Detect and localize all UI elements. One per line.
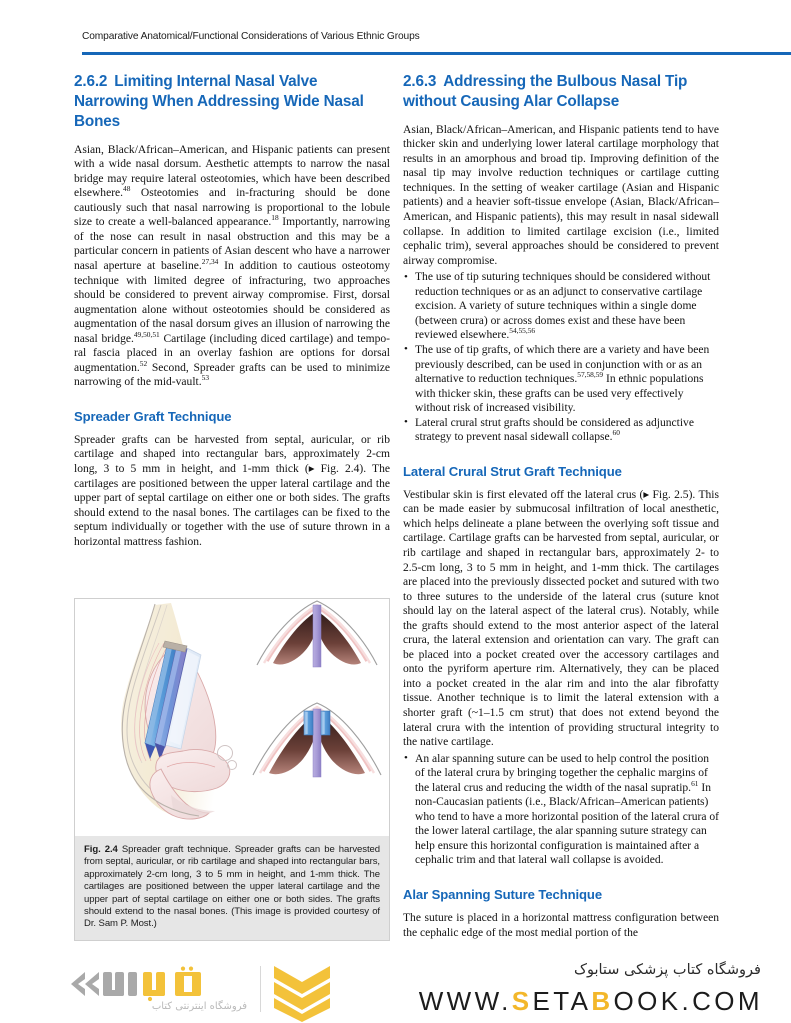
figure-2-4-illustration xyxy=(75,599,389,836)
site-name-fa: فروشگاه کتاب پزشکی ستابوک xyxy=(573,962,761,978)
figure-label: Fig. 2.4 xyxy=(84,844,118,855)
logo-divider xyxy=(260,966,261,1012)
ref-61: 61 xyxy=(691,778,699,788)
bullet-text: The use of tip grafts, of which there are a variety and have been previously described, can be used in conjunction with or as an alternative to reduction techniques. xyxy=(415,343,710,386)
section-heading-263 xyxy=(403,72,719,112)
paragraph-lateral-crural-strut: Vestibular skin is first elevated off the lateral crus (▸ Fig. 2.5). This can be made easier by submucosal infiltration of local anesthetic, which helps delineate a plane between the overlying soft tissue and cartilage. Cartilage grafts can be harvested from septal, auricular, or rib cartilage and shaped in rectangular bars, approximately 2- to 2.5-cm long, 3 to 5 mm in height, and 1-mm thick. The cartilages are placed into the previously dissected pocket and sutured with two to three sutures to the underside of the lateral crus (suture knot should lay on the lateral aspect of the lateral crus). Notably, while the grafts should extend to the most anterior aspect of the lateral crura, the lateral extension and orientation can vary. The graft can be placed into a pocket created over the accessory cartilages and onto the pyriform aperture rim. Alternatively, they can be placed into a pocket created in the alar rim and into the alar fibrofatty tissue. Another technique is to limit the lateral extension with a shorter graft (~1–1.5 cm strut) that does not extend beyond the lateral crura with the intention of providing structural integrity to the native cartilage. xyxy=(403,488,719,749)
bullet-text: The use of tip suturing techniques should be considered without reduction techniques or as an adjunct to conservative cartilage excision. A variety of suture techniques within a single dome (between crura) or across domes exist and these have been reviewed elsewhere. xyxy=(415,271,711,342)
subsection-heading-lateral-crural-strut: Lateral Crural Strut Graft Technique xyxy=(403,463,622,479)
header-rule xyxy=(82,52,791,55)
figure-2-4-caption xyxy=(75,836,389,940)
list-item xyxy=(403,270,719,343)
figure-caption-text: Spreader graft technique. Spreader grafts can be harvested from septal, auricular, or rib cartilage and shaped into rectangular bars, approximately 2-cm long, 3 to 5 mm in height, and 1-mm thick. The cartilages are positioned between the upper lateral cartilage and the upper part of septal cartilage on either one or both sides. The grafts should extend to the nasal bones. (This image is provided courtesy of Dr. Sam P. Most.) xyxy=(84,844,380,930)
setabook-wordmark-icon xyxy=(65,966,245,1002)
setabook-logo[interactable] xyxy=(60,962,360,1022)
section-title: Limiting Internal Nasal Valve Narrowing When Addressing Wide Nasal Bones xyxy=(74,73,364,130)
list-item xyxy=(403,416,719,445)
cross-section-bottom xyxy=(253,703,381,777)
section-number: 2.6.2 xyxy=(74,73,108,90)
lateral-nose-view xyxy=(121,603,236,819)
para-text: In addition to cautious osteotomy technique with limited degree of infracturing, two approaches should be considered to prevent airway compromise. First, dorsal augmentation alone without osteotomies should be considered as augmentation of the nasal dorsum gives an illusion of narrowing the nasal bridge. xyxy=(74,260,390,345)
bullet-text: An alar spanning suture can be used to help control the position of the lateral crura by bringing together the cephalic margins of the lateral crus and reducing the width of the nasal supratip. xyxy=(415,752,710,794)
paragraph-alar-spanning-suture: The suture is placed in a horizontal mattress configuration between the cephalic edge of the most medial portion of the xyxy=(403,912,719,939)
para-text: Osteotomies and in-fracturing should be done cautiously such that nasal narrowing is proportional to the lobule size to create a well-balanced appearance. xyxy=(74,187,390,229)
ref-52: 52 xyxy=(139,358,148,368)
para-text: Importantly, narrowing of the nose can result in nasal obstruction and this may be a particular concern in patients of Asian descent who have a narrower nasal aperture at baseline. xyxy=(74,216,390,272)
ref-18: 18 xyxy=(271,213,279,223)
ref-49-50-51: 49,50,51 xyxy=(133,329,160,339)
list-item xyxy=(403,343,719,416)
paragraph-262-intro xyxy=(74,143,390,390)
para-text: Cartilage (including diced cartilage) and temporal fascia placed in an overlay fashion are options for dorsal augmentation. xyxy=(74,332,390,374)
right-column xyxy=(403,72,719,940)
cross-section-top xyxy=(257,601,377,667)
section-heading-262 xyxy=(74,72,390,132)
setabook-chevron-icon xyxy=(272,964,332,1022)
subsection-heading-spreader-graft: Spreader Graft Technique xyxy=(74,408,232,424)
subsection-heading-alar-spanning-suture: Alar Spanning Suture Technique xyxy=(403,887,603,902)
running-head: Comparative Anatomical/Functional Considerations of Various Ethnic Groups xyxy=(82,31,420,42)
site-url[interactable] xyxy=(333,986,763,1017)
bullet-text-after: In non-Caucasian patients (i.e., Black/African–American patients) who tend to have a more horizontal position of the lateral crura of the lower lateral cartilage, the alar spanning suture strategy can help ensure this horizontal configuration is maintained after a cephalic trim and that lateral wall collapse is avoided. xyxy=(415,781,719,867)
url-prefix: WWW. xyxy=(418,986,512,1016)
section-title: Addressing the Bulbous Nasal Tip without Causing Alar Collapse xyxy=(403,73,688,110)
bullet-list-tip-techniques xyxy=(403,270,719,445)
list-item xyxy=(403,752,719,868)
paragraph-spreader-graft: Spreader grafts can be harvested from septal, auricular, or rib cartilage and shaped into rectangular bars, approximately 2-cm long, 3 to 5 mm in height, and 1-mm thick (▸ Fig. 2.4). The cartilages are positioned between the upper lateral cartilage and the upper part of septal cartilage on either one or both sides. The grafts should extend to the nasal bones. The cartilages can be fixed to the septum individually or together with the use of suture thrown in a horizontal mattress fashion. xyxy=(74,433,390,548)
bullet-list-alar-spanning xyxy=(403,752,719,868)
ref-53: 53 xyxy=(201,373,210,383)
bullet-text: Lateral crural strut grafts should be considered as adjunctive strategy to prevent nasal sidewall collapse. xyxy=(415,416,694,444)
url-mid: ETA xyxy=(532,986,592,1016)
url-highlight-s: S xyxy=(511,986,533,1016)
section-number: 2.6.3 xyxy=(403,73,437,90)
logo-subtitle-fa: فروشگاه اینترنتی کتاب xyxy=(151,1001,247,1012)
url-highlight-b: B xyxy=(591,986,614,1016)
ref-48: 48 xyxy=(123,184,131,194)
left-column xyxy=(74,72,390,549)
url-suffix: OOK.COM xyxy=(613,986,763,1016)
bullet-text-after: In ethnic populations with thicker skin, these grafts can be used very effectively without risk of increased visibility. xyxy=(415,373,704,415)
para-text: Second, Spreader grafts can be used to minimize narrowing of the mid-vault. xyxy=(74,361,390,389)
paragraph-263-intro: Asian, Black/African–American, and Hispanic patients tend to have thicker skin and underlying lower lateral cartilage morphology that results in an amorphous and broad tip. Improving definition of the nasal tip may involve reduction techniques or cartilage cutting techniques. In the setting of weaker cartilage (Asian and Hispanic patients) and a heavier soft-tissue envelope (Asian, Black/African–American, and Hispanic patients), this may result in nasal sidewall collapse. In addition to limited cartilage excision (i.e., limited cephalic trim), several approaches should be considered to prevent airway compromise. xyxy=(403,123,719,267)
ref-57-58-59: 57,58,59 xyxy=(577,370,604,380)
ref-54-55-56: 54,55,56 xyxy=(509,326,536,336)
ref-27-34: 27,34 xyxy=(201,257,219,267)
figure-2-4 xyxy=(74,598,390,941)
ref-60: 60 xyxy=(612,428,620,438)
spreader-graft-artwork xyxy=(75,599,389,836)
para-text: Asian, Black/African–American, and Hispanic patients can present with a wide nasal dorsum. Aesthetic attempts to narrow the nasal bridge may require lateral osteotomies, which have been described elsewhere. xyxy=(74,143,390,200)
footer-watermark xyxy=(0,960,791,1023)
